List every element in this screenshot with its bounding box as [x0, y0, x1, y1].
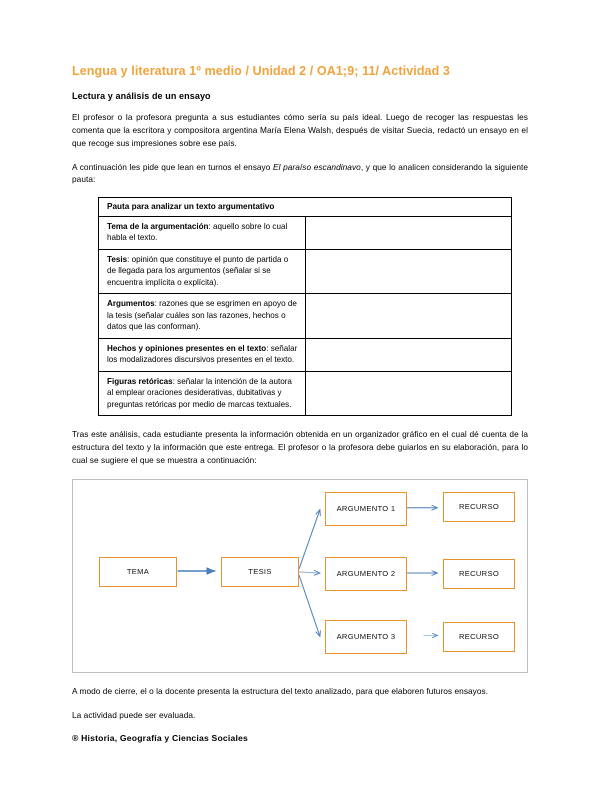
diagram-node-argumento-1[interactable]: ARGUMENTO 1	[325, 492, 407, 526]
row-description: : señalar la intención de la autora al emplear oraciones desiderativas, dubitativas y preguntas retóricas por medio de marcas textuales.	[107, 376, 292, 409]
arrow-tesis-to-argumento-2	[299, 572, 320, 573]
table-cell-label	[99, 216, 306, 249]
page-title: Lengua y literatura 1º medio / Unidad 2 / OA1;9; 11/ Actividad 3	[72, 64, 450, 78]
row-description: : opinión que constituye el punto de partida o de llegada para los argumentos (señalar si se encuentra implícita o explícita).	[107, 254, 289, 287]
row-description: : señalar los modalizadores discursivos presentes en el texto.	[107, 343, 298, 365]
organizador-grafico-diagram	[72, 479, 528, 673]
table-cell-label	[99, 294, 306, 338]
pauta-table-body	[99, 198, 512, 416]
table-header-label: Pauta para analizar un texto argumentativo	[99, 198, 512, 217]
intro-paragraph-2-pre: A continuación les pide que lean en turnos el ensayo	[72, 161, 274, 172]
table-cell-value[interactable]	[305, 338, 512, 371]
table-row	[99, 338, 512, 371]
row-description: : aquello sobre lo cual habla el texto.	[107, 221, 288, 243]
diagram-node-recurso-3[interactable]: RECURSO	[443, 622, 515, 652]
table-cell-label	[99, 249, 306, 293]
arrow-tesis-to-argumento-1	[299, 510, 320, 569]
diagram-node-argumento-2[interactable]: ARGUMENTO 2	[325, 557, 407, 591]
document-content	[72, 64, 528, 743]
row-term: Hechos y opiniones presentes en el texto	[107, 343, 267, 353]
diagram-node-recurso-1[interactable]: RECURSO	[443, 492, 515, 522]
essay-title: El paraíso escandinavo	[273, 161, 361, 172]
table-cell-value[interactable]	[305, 249, 512, 293]
row-term: Figuras retóricas	[107, 376, 173, 386]
table-row	[99, 249, 512, 293]
post-table-paragraph: Tras este análisis, cada estudiante presenta la información obtenida en un organizador gráfico en el cual dé cuenta de la estructura del texto y la información que este entrega. El profesor o la profesora debe guiarlos en su elaboración, para lo cual se sugiere el que se muestra a continuación:	[72, 429, 528, 465]
table-row	[99, 371, 512, 415]
table-cell-value[interactable]	[305, 216, 512, 249]
table-row	[99, 216, 512, 249]
row-description: : razones que se esgrimen en apoyo de la tesis (señalar cuáles son las razones, hechos o datos que las conforman).	[107, 299, 297, 332]
closing-paragraph-2: La actividad puede ser evaluada.	[72, 709, 196, 720]
diagram-node-argumento-3[interactable]: ARGUMENTO 3	[325, 620, 407, 654]
table-cell-label	[99, 338, 306, 371]
footer-subject-label: Historia, Geografía y Ciencias Sociales	[81, 732, 248, 743]
footer-subject-line	[72, 733, 528, 743]
intro-paragraph-2-post: , y que lo analicen considerando la siguiente pauta:	[72, 161, 529, 185]
row-term: Tesis	[107, 254, 128, 264]
diagram-node-recurso-2[interactable]: RECURSO	[443, 559, 515, 589]
closing-paragraph-1: A modo de cierre, el o la docente presenta la estructura del texto analizado, para que elaboren futuros ensayos.	[72, 685, 489, 696]
row-term: Argumentos	[107, 299, 155, 309]
row-term: Tema de la argumentación	[107, 221, 209, 231]
pauta-table	[98, 197, 512, 416]
table-cell-value[interactable]	[305, 294, 512, 338]
intro-paragraph-2	[72, 161, 528, 187]
section-subtitle: Lectura y análisis de un ensayo	[72, 91, 211, 101]
arrow-tesis-to-argumento-3	[299, 575, 320, 636]
diagram-node-tesis[interactable]: TESIS	[221, 557, 299, 587]
diagram-node-tema[interactable]: TEMA	[99, 557, 177, 587]
table-cell-label	[99, 371, 306, 415]
table-cell-value[interactable]	[305, 371, 512, 415]
intro-paragraph-1: El profesor o la profesora pregunta a sus estudiantes cómo sería su país ideal. Luego de recoger las respuestas les comenta que la escritora y compositora argentina María Elena Walsh, después de visitar Suecia, redactó un ensayo en el que recoge sus impresiones sobre ese país.	[72, 112, 528, 148]
table-header-row	[99, 198, 512, 217]
registered-mark-icon: ®	[72, 732, 79, 743]
table-row	[99, 294, 512, 338]
